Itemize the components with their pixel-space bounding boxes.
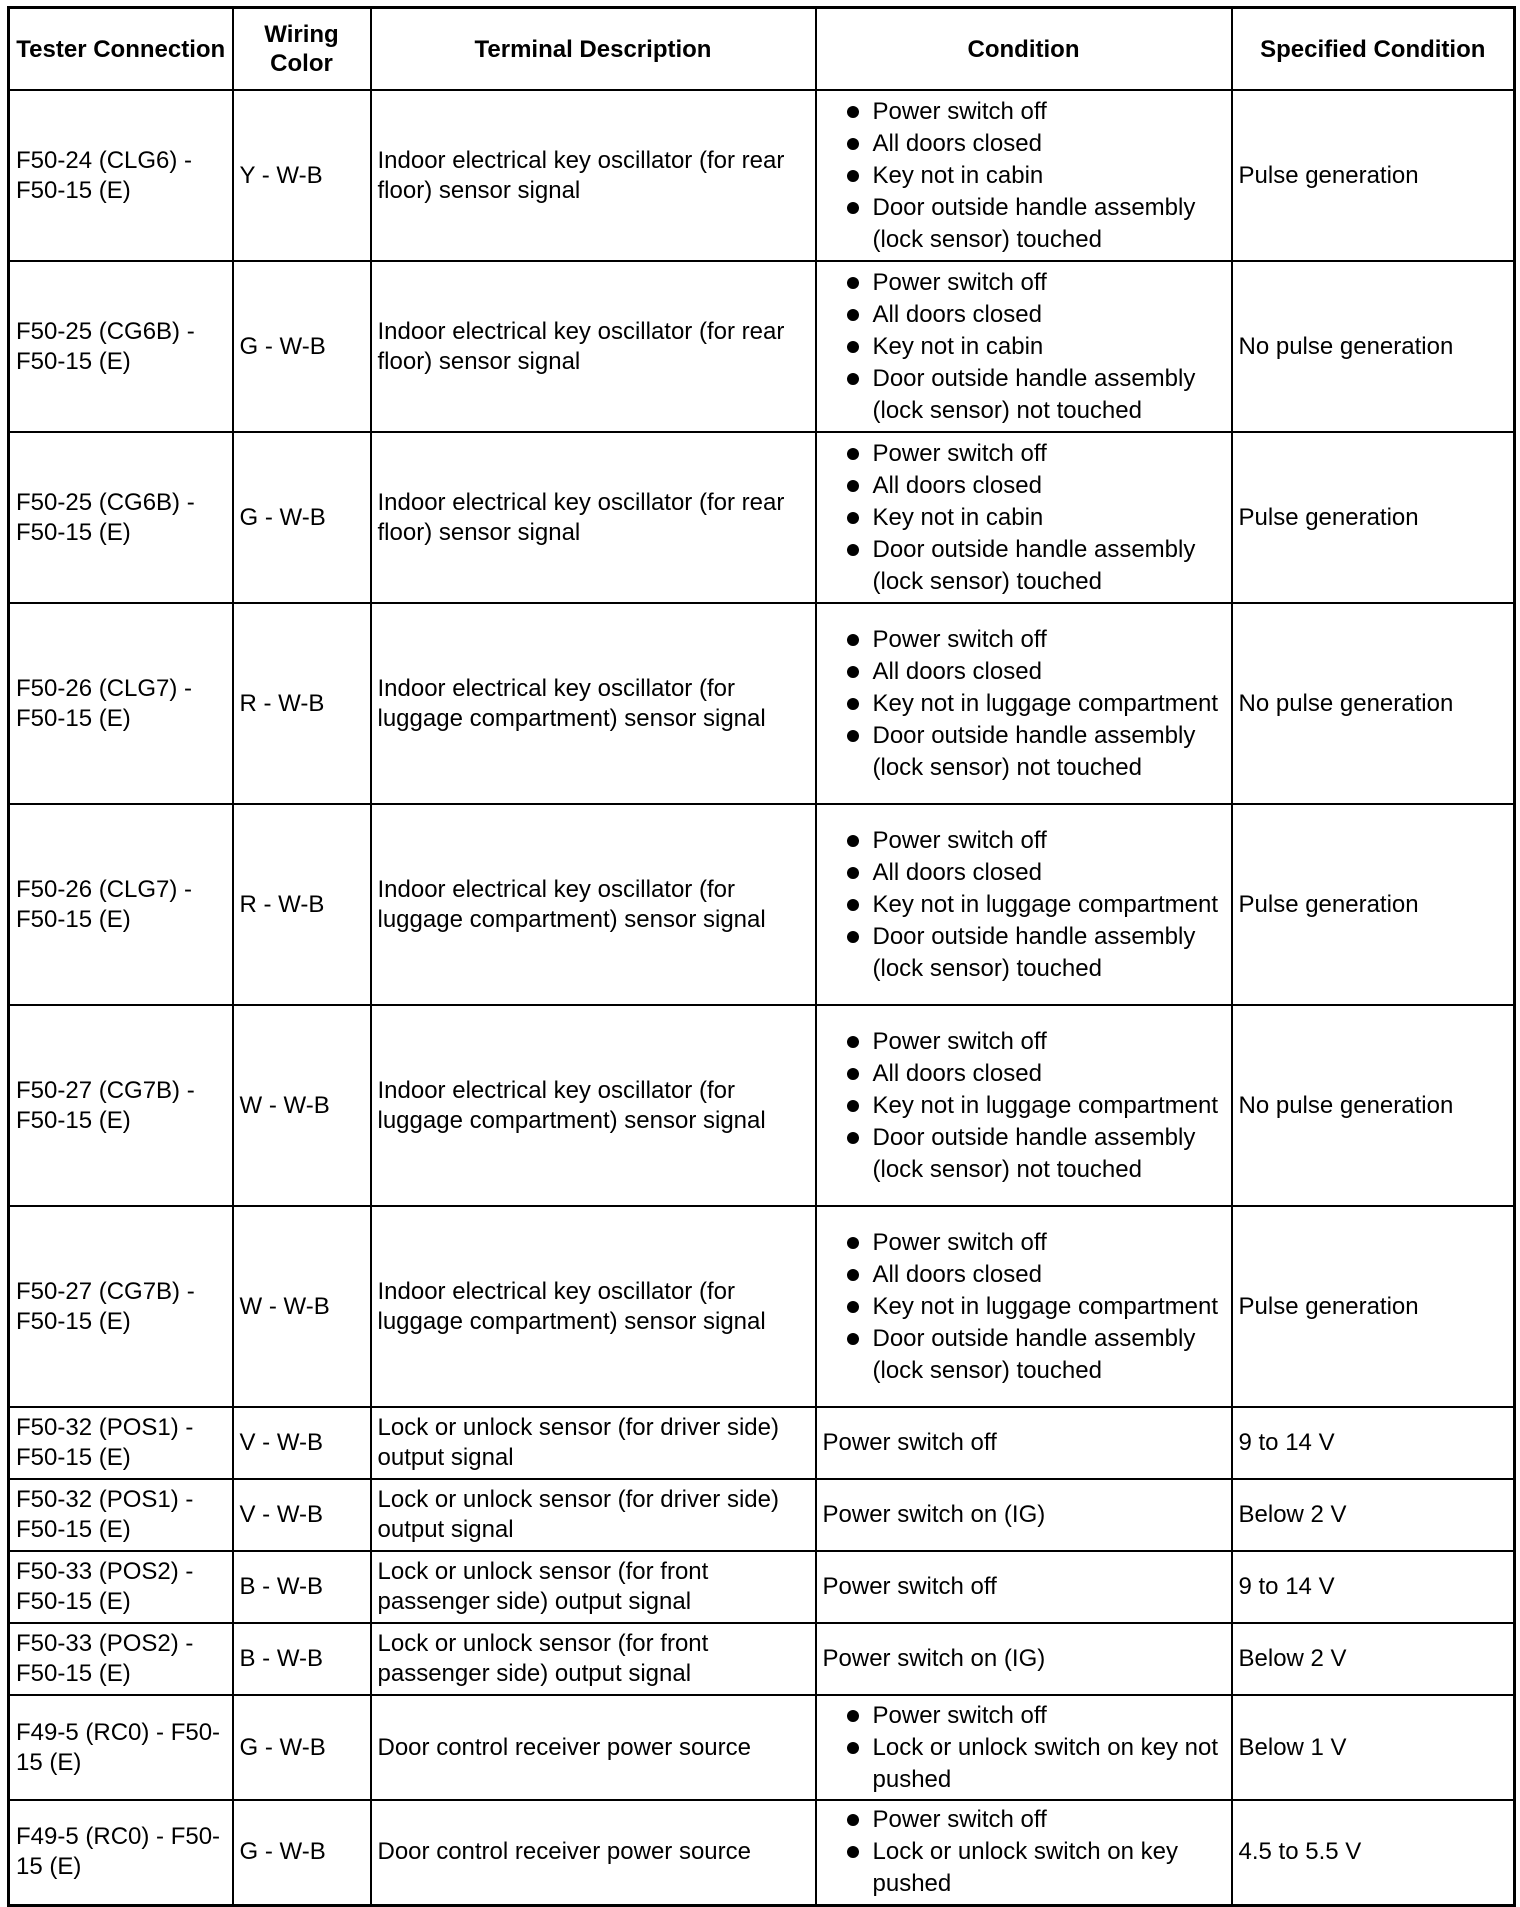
condition-item: Lock or unlock switch on key pushed [823,1836,1225,1900]
condition-item: Power switch off [823,825,1225,857]
condition-item: Power switch off [823,1804,1225,1836]
condition-cell [816,90,1232,261]
condition-item: Key not in cabin [823,502,1225,534]
tester-connection-cell: F49-5 (RC0) - F50-15 (E) [9,1695,233,1800]
specified-condition-cell: No pulse generation [1232,603,1515,804]
condition-item: Door outside handle assembly (lock sensor) not touched [823,720,1225,784]
specified-condition-cell: Below 1 V [1232,1695,1515,1800]
condition-item: Power switch off [823,1026,1225,1058]
header-tester-connection: Tester Connection [9,8,233,91]
condition-list [823,1026,1225,1186]
wiring-color-cell: W - W-B [233,1206,371,1407]
table-row [9,603,1515,804]
terminal-description-cell: Lock or unlock sensor (for front passenger side) output signal [371,1623,816,1695]
tester-connection-cell: F50-25 (CG6B) - F50-15 (E) [9,432,233,603]
condition-item: All doors closed [823,656,1225,688]
condition-list [823,267,1225,427]
specified-condition-cell: Pulse generation [1232,1206,1515,1407]
tester-connection-cell: F50-26 (CLG7) - F50-15 (E) [9,804,233,1005]
terminal-description-cell: Indoor electrical key oscillator (for luggage compartment) sensor signal [371,603,816,804]
condition-cell [816,261,1232,432]
terminal-description-cell: Indoor electrical key oscillator (for luggage compartment) sensor signal [371,804,816,1005]
wiring-color-cell: V - W-B [233,1407,371,1479]
tester-connection-cell: F50-33 (POS2) - F50-15 (E) [9,1551,233,1623]
wiring-color-cell: R - W-B [233,804,371,1005]
tester-connection-cell: F50-27 (CG7B) - F50-15 (E) [9,1005,233,1206]
condition-cell [816,603,1232,804]
wiring-color-cell: G - W-B [233,432,371,603]
condition-item: Power switch off [823,438,1225,470]
condition-item: Door outside handle assembly (lock sensor) touched [823,192,1225,256]
specified-condition-cell: Pulse generation [1232,432,1515,603]
condition-list [823,624,1225,784]
condition-item: All doors closed [823,1058,1225,1090]
tester-connection-cell: F50-25 (CG6B) - F50-15 (E) [9,261,233,432]
wiring-color-cell: G - W-B [233,1800,371,1905]
condition-cell [816,1206,1232,1407]
wiring-color-cell: V - W-B [233,1479,371,1551]
table-header-row [9,8,1515,91]
condition-item: Door outside handle assembly (lock sensor) touched [823,1323,1225,1387]
condition-list [823,438,1225,598]
specified-condition-cell: 9 to 14 V [1232,1407,1515,1479]
table-row [9,1551,1515,1623]
table-row [9,1479,1515,1551]
condition-item: All doors closed [823,857,1225,889]
terminal-description-cell: Lock or unlock sensor (for driver side) output signal [371,1407,816,1479]
wiring-color-cell: B - W-B [233,1623,371,1695]
condition-item: Power switch off [823,267,1225,299]
terminal-description-cell: Indoor electrical key oscillator (for rear floor) sensor signal [371,432,816,603]
table-row [9,1695,1515,1800]
tester-connection-cell: F50-33 (POS2) - F50-15 (E) [9,1623,233,1695]
condition-item: Key not in luggage compartment [823,1291,1225,1323]
specified-condition-cell: Pulse generation [1232,90,1515,261]
terminal-description-cell: Indoor electrical key oscillator (for luggage compartment) sensor signal [371,1005,816,1206]
table-row [9,432,1515,603]
condition-item: All doors closed [823,470,1225,502]
condition-list [823,1700,1225,1796]
header-terminal-description: Terminal Description [371,8,816,91]
terminal-description-cell: Lock or unlock sensor (for driver side) output signal [371,1479,816,1551]
specified-condition-cell: Below 2 V [1232,1479,1515,1551]
condition-cell [816,1005,1232,1206]
condition-item: Key not in luggage compartment [823,889,1225,921]
condition-item: All doors closed [823,1259,1225,1291]
table-row [9,1206,1515,1407]
condition-cell: Power switch on (IG) [816,1623,1232,1695]
table-row [9,90,1515,261]
table-row [9,261,1515,432]
specified-condition-cell: 4.5 to 5.5 V [1232,1800,1515,1905]
specified-condition-cell: Below 2 V [1232,1623,1515,1695]
condition-cell [816,432,1232,603]
condition-cell: Power switch on (IG) [816,1479,1232,1551]
condition-item: All doors closed [823,299,1225,331]
wiring-color-cell: B - W-B [233,1551,371,1623]
condition-list [823,1227,1225,1387]
tester-connection-cell: F50-32 (POS1) - F50-15 (E) [9,1407,233,1479]
tester-connection-cell: F50-27 (CG7B) - F50-15 (E) [9,1206,233,1407]
condition-item: Key not in luggage compartment [823,1090,1225,1122]
condition-cell: Power switch off [816,1407,1232,1479]
terminal-description-cell: Indoor electrical key oscillator (for rear floor) sensor signal [371,90,816,261]
condition-item: Key not in cabin [823,331,1225,363]
condition-item: All doors closed [823,128,1225,160]
wiring-color-cell: R - W-B [233,603,371,804]
condition-cell: Power switch off [816,1551,1232,1623]
header-condition: Condition [816,8,1232,91]
wiring-color-cell: G - W-B [233,261,371,432]
terminal-description-cell: Indoor electrical key oscillator (for luggage compartment) sensor signal [371,1206,816,1407]
condition-item: Power switch off [823,96,1225,128]
tester-connection-cell: F50-32 (POS1) - F50-15 (E) [9,1479,233,1551]
condition-item: Power switch off [823,624,1225,656]
condition-list [823,825,1225,985]
table-body [9,90,1515,1905]
specified-condition-cell: No pulse generation [1232,1005,1515,1206]
terminal-spec-table [7,6,1516,1907]
wiring-color-cell: Y - W-B [233,90,371,261]
condition-item: Key not in luggage compartment [823,688,1225,720]
condition-item: Key not in cabin [823,160,1225,192]
tester-connection-cell: F50-26 (CLG7) - F50-15 (E) [9,603,233,804]
wiring-color-cell: G - W-B [233,1695,371,1800]
condition-cell [816,804,1232,1005]
condition-cell [816,1800,1232,1905]
terminal-description-cell: Door control receiver power source [371,1800,816,1905]
condition-item: Door outside handle assembly (lock sensor) touched [823,921,1225,985]
header-wiring-color: Wiring Color [233,8,371,91]
condition-item: Door outside handle assembly (lock sensor) touched [823,534,1225,598]
terminal-description-cell: Door control receiver power source [371,1695,816,1800]
condition-item: Power switch off [823,1227,1225,1259]
table-row [9,804,1515,1005]
condition-item: Power switch off [823,1700,1225,1732]
spec-sheet [7,6,1513,1907]
terminal-description-cell: Lock or unlock sensor (for front passenger side) output signal [371,1551,816,1623]
header-specified-condition: Specified Condition [1232,8,1515,91]
specified-condition-cell: Pulse generation [1232,804,1515,1005]
condition-item: Door outside handle assembly (lock sensor) not touched [823,363,1225,427]
tester-connection-cell: F49-5 (RC0) - F50-15 (E) [9,1800,233,1905]
condition-list [823,96,1225,256]
wiring-color-cell: W - W-B [233,1005,371,1206]
table-row [9,1005,1515,1206]
specified-condition-cell: 9 to 14 V [1232,1551,1515,1623]
table-row [9,1800,1515,1905]
tester-connection-cell: F50-24 (CLG6) - F50-15 (E) [9,90,233,261]
condition-list [823,1804,1225,1900]
table-row [9,1623,1515,1695]
condition-item: Lock or unlock switch on key not pushed [823,1732,1225,1796]
condition-cell [816,1695,1232,1800]
table-row [9,1407,1515,1479]
specified-condition-cell: No pulse generation [1232,261,1515,432]
terminal-description-cell: Indoor electrical key oscillator (for rear floor) sensor signal [371,261,816,432]
condition-item: Door outside handle assembly (lock sensor) not touched [823,1122,1225,1186]
